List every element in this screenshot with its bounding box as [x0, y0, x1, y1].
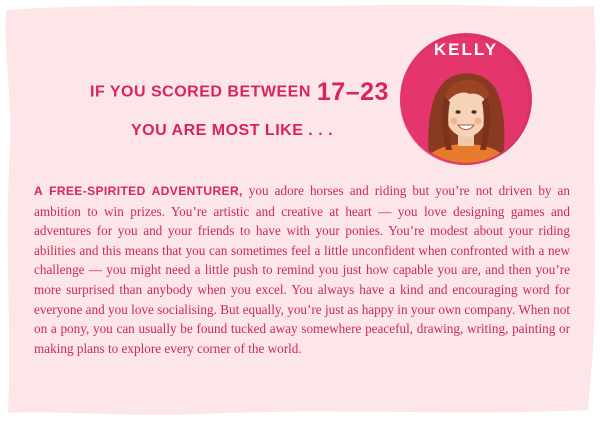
score-heading-prefix: IF YOU SCORED BETWEEN: [90, 83, 311, 101]
score-heading: [90, 78, 389, 107]
character-description: [34, 181, 570, 358]
character-name: KELLY: [433, 40, 499, 59]
description-text: you adore horses and riding but you’re not driven by an ambition to win prizes. You’re artistic and creative at heart — you love designing games and adventures for you and your friends to have with your ponies. You’re modest about your riding abilities and this means that you can sometimes feel a little unconfident when confronted with a new challenge — you might need a little push to remind you just how capable you are, and then you’re more surprised than anybody when you excel. You always have a kind and encouraging word for everyone and you love socialising. But equally, you’re just as happy in your own company. When not on a pony, you can usually be found tucked away somewhere peaceful, drawing, writing, painting or making plans to explore every corner of the world.: [34, 183, 571, 356]
character-badge: [400, 24, 532, 174]
description-lead: A FREE-SPIRITED ADVENTURER,: [34, 184, 243, 198]
score-range: 17–23: [316, 78, 389, 106]
most-like-heading: YOU ARE MOST LIKE . . .: [131, 122, 334, 139]
